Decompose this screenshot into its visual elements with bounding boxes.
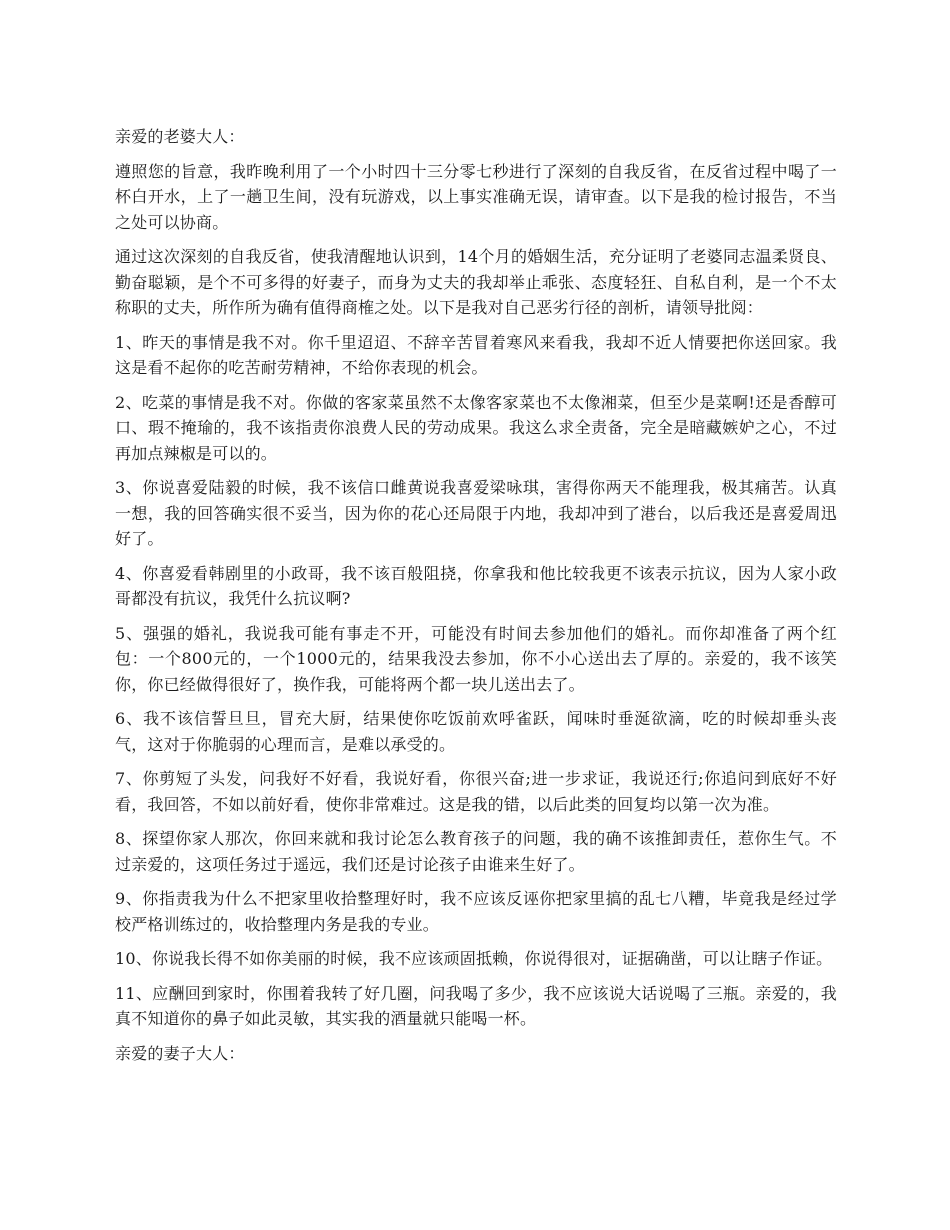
closing-salutation: 亲爱的妻子大人：	[115, 1043, 245, 1063]
list-item-7: 7、你剪短了头发，问我好不好看，我说好看，你很兴奋;进一步求证，我说还行;你追问到底好不好看，我回答，不如以前好看，使你非常难过。这是我的错，以后此类的回复均以第一次为准。	[115, 769, 837, 814]
paragraph-intro: 遵照您的旨意，我昨晚利用了一个小时四十三分零七秒进行了深刻的自我反省，在反省过程中喝了一杯白开水，上了一趟卫生间，没有玩游戏，以上事实准确无误，请审查。以下是我的检讨报告，不当之处可以协商。	[115, 161, 837, 232]
list-item-1: 1、昨天的事情是我不对。你千里迢迢、不辞辛苦冒着寒风来看我，我却不近人情要把你送回家。我这是看不起你的吃苦耐劳精神，不给你表现的机会。	[115, 332, 837, 377]
document-body	[115, 124, 837, 1075]
list-item-9: 9、你指责我为什么不把家里收拾整理好时，我不应该反诬你把家里搞的乱七八糟，毕竟我是经过学校严格训练过的，收拾整理内务是我的专业。	[115, 889, 837, 934]
list-item-4: 4、你喜爱看韩剧里的小政哥，我不该百般阻挠，你拿我和他比较我更不该表示抗议，因为人家小政哥都没有抗议，我凭什么抗议啊?	[115, 563, 837, 608]
list-item-2: 2、吃菜的事情是我不对。你做的客家菜虽然不太像客家菜也不太像湘菜，但至少是菜啊!还是香醇可口、瑕不掩瑜的，我不该指责你浪费人民的劳动成果。我这么求全责备，完全是暗藏嫉妒之心，不过再加点辣椒是可以的。	[115, 392, 837, 463]
paragraph-reflection: 通过这次深刻的自我反省，使我清醒地认识到，14个月的婚姻生活，充分证明了老婆同志温柔贤良、勤奋聪颖，是个不可多得的好妻子，而身为丈夫的我却举止乖张、态度轻狂、自私自利，是一个不太称职的丈夫，所作所为确有值得商榷之处。以下是我对自己恶劣行径的剖析，请领导批阅：	[115, 247, 837, 317]
list-item-10: 10、你说我长得不如你美丽的时候，我不应该顽固抵赖，你说得很对，证据确凿，可以让瞎子作证。	[115, 949, 833, 968]
list-item-3: 3、你说喜爱陆毅的时候，我不该信口雌黄说我喜爱梁咏琪，害得你两天不能理我，极其痛苦。认真一想，我的回答确实很不妥当，因为你的花心还局限于内地，我却冲到了港台，以后我还是喜爱周迅好了。	[115, 478, 837, 548]
list-item-6: 6、我不该信誓旦旦，冒充大厨，结果使你吃饭前欢呼雀跃，闻味时垂涎欲滴，吃的时候却垂头丧气，这对于你脆弱的心理而言，是难以承受的。	[115, 709, 837, 754]
list-item-11: 11、应酬回到家时，你围着我转了好几圈，问我喝了多少，我不应该说大话说喝了三瓶。亲爱的，我真不知道你的鼻子如此灵敏，其实我的酒量就只能喝一杯。	[115, 983, 837, 1028]
salutation: 亲爱的老婆大人：	[115, 127, 245, 146]
list-item-8: 8、探望你家人那次，你回来就和我讨论怎么教育孩子的问题，我的确不该推卸责任，惹你生气。不过亲爱的，这项任务过于遥远，我们还是讨论孩子由谁来生好了。	[115, 829, 837, 874]
list-item-5: 5、强强的婚礼，我说我可能有事走不开，可能没有时间去参加他们的婚礼。而你却准备了两个红包：一个800元的，一个1000元的，结果我没去参加，你不小心送出去了厚的。亲爱的，我不该笑你，你已经做得很好了，换作我，可能将两个都一块儿送出去了。	[115, 623, 837, 694]
